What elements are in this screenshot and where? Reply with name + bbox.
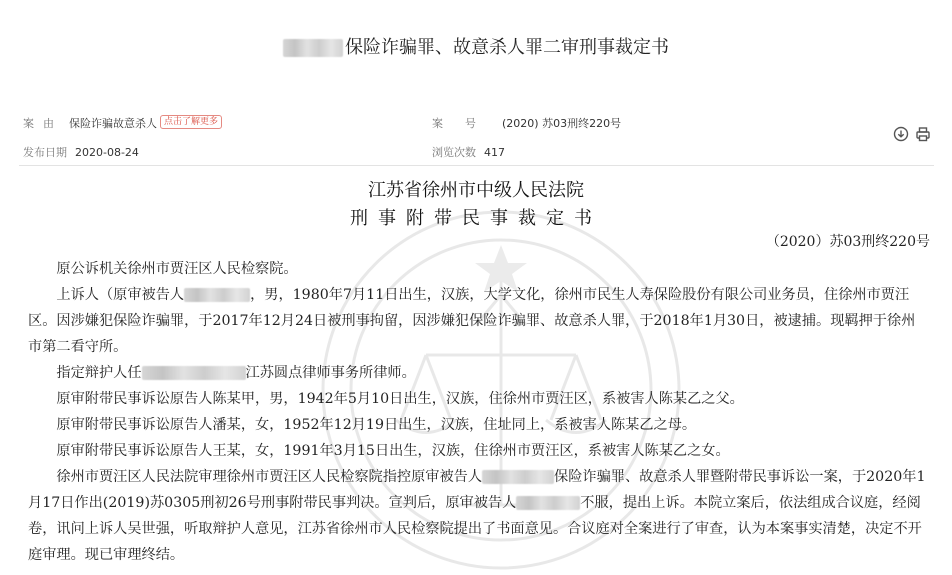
meta-view-count	[432, 144, 505, 160]
appellant-details: ，男，1980年7月11日出生，汉族，大学文化，徐州市民生人寿保险股份有限公司业务员，住徐州市贾汪区。因涉嫌犯保险诈骗罪，于2017年12月24日被刑事拘留，因涉嫌犯保险诈骗罪、故意杀人罪，于2018年1月30日，被逮捕。现羁押于徐州市第二看守所。	[28, 287, 916, 355]
download-icon[interactable]	[893, 126, 909, 142]
toolbar	[893, 126, 931, 142]
redacted-name	[142, 366, 246, 380]
redacted-name	[184, 288, 250, 302]
appellant-intro: 上诉人（原审被告人	[56, 287, 185, 303]
paragraph-plaintiff-1: 原审附带民事诉讼原告人陈某甲，男，1942年5月10日出生，汉族，住徐州市贾汪区，系被害人陈某乙之父。	[56, 391, 744, 407]
case-number-label: 案号	[432, 117, 498, 130]
meta-case-number	[432, 115, 621, 131]
defender-intro: 指定辩护人任	[56, 365, 142, 381]
paragraph-procedure	[28, 464, 928, 568]
case-cause-value: 保险诈骗故意杀人	[69, 117, 157, 130]
page-title-text: 保险诈骗罪、故意杀人罪二审刑事裁定书	[345, 37, 669, 58]
redacted-name	[516, 496, 580, 510]
paragraph-appellant	[28, 282, 928, 360]
paragraph-plaintiff-3: 原审附带民事诉讼原告人王某，女，1991年3月15日出生，汉族，住徐州市贾汪区，系被害人陈某乙之女。	[56, 443, 730, 459]
meta-publish-date	[23, 144, 139, 160]
publish-date-label: 发布日期	[23, 146, 67, 159]
document-number: （2020）苏03刑终220号	[765, 234, 930, 250]
case-cause-label: 案由	[23, 117, 63, 130]
page-title	[0, 33, 952, 59]
defender-details: 江苏圆点律师事务所律师。	[245, 365, 416, 381]
document-body	[28, 256, 928, 568]
procedure-part-1: 徐州市贾汪区人民法院审理徐州市贾汪区人民检察院指控原审被告人	[56, 469, 483, 485]
print-icon[interactable]	[915, 126, 931, 142]
paragraph-defender	[28, 360, 928, 386]
learn-more-link[interactable]: 点击了解更多	[160, 115, 222, 129]
case-number-value: (2020) 苏03刑终220号	[502, 117, 622, 130]
procedure-part-3: 不服，提出上诉。本院立案后，依法组成合议庭，经阅卷，讯问上诉人吴世强，听取辩护人意见，江苏省徐州市人民检察院提出了书面意见。合议庭对全案进行了审查，认为本案事实清楚，决定不开庭审理。现已审理终结。	[28, 495, 922, 563]
divider	[19, 165, 934, 166]
paragraph-plaintiff-2: 原审附带民事诉讼原告人潘某，女，1952年12月19日出生，汉族，住址同上，系被害人陈某乙之母。	[56, 417, 697, 433]
redacted-name	[283, 39, 343, 57]
view-count-value: 417	[484, 146, 505, 159]
procedure-part-2: 保险诈骗罪、故意杀人罪暨附带民事诉讼一案，于2020年1月17日作出(2019)苏0305刑初26号刑事附带民事判决。宣判后，原审被告人	[28, 469, 926, 511]
document-type: 刑事附带民事裁定书	[350, 208, 602, 229]
paragraph-prosecutor: 原公诉机关徐州市贾汪区人民检察院。	[56, 261, 298, 277]
view-count-label: 浏览次数	[432, 146, 476, 159]
publish-date-value: 2020-08-24	[75, 146, 139, 159]
meta-case-cause	[23, 115, 222, 132]
redacted-name	[482, 470, 554, 484]
court-name: 江苏省徐州市中级人民法院	[368, 180, 584, 201]
